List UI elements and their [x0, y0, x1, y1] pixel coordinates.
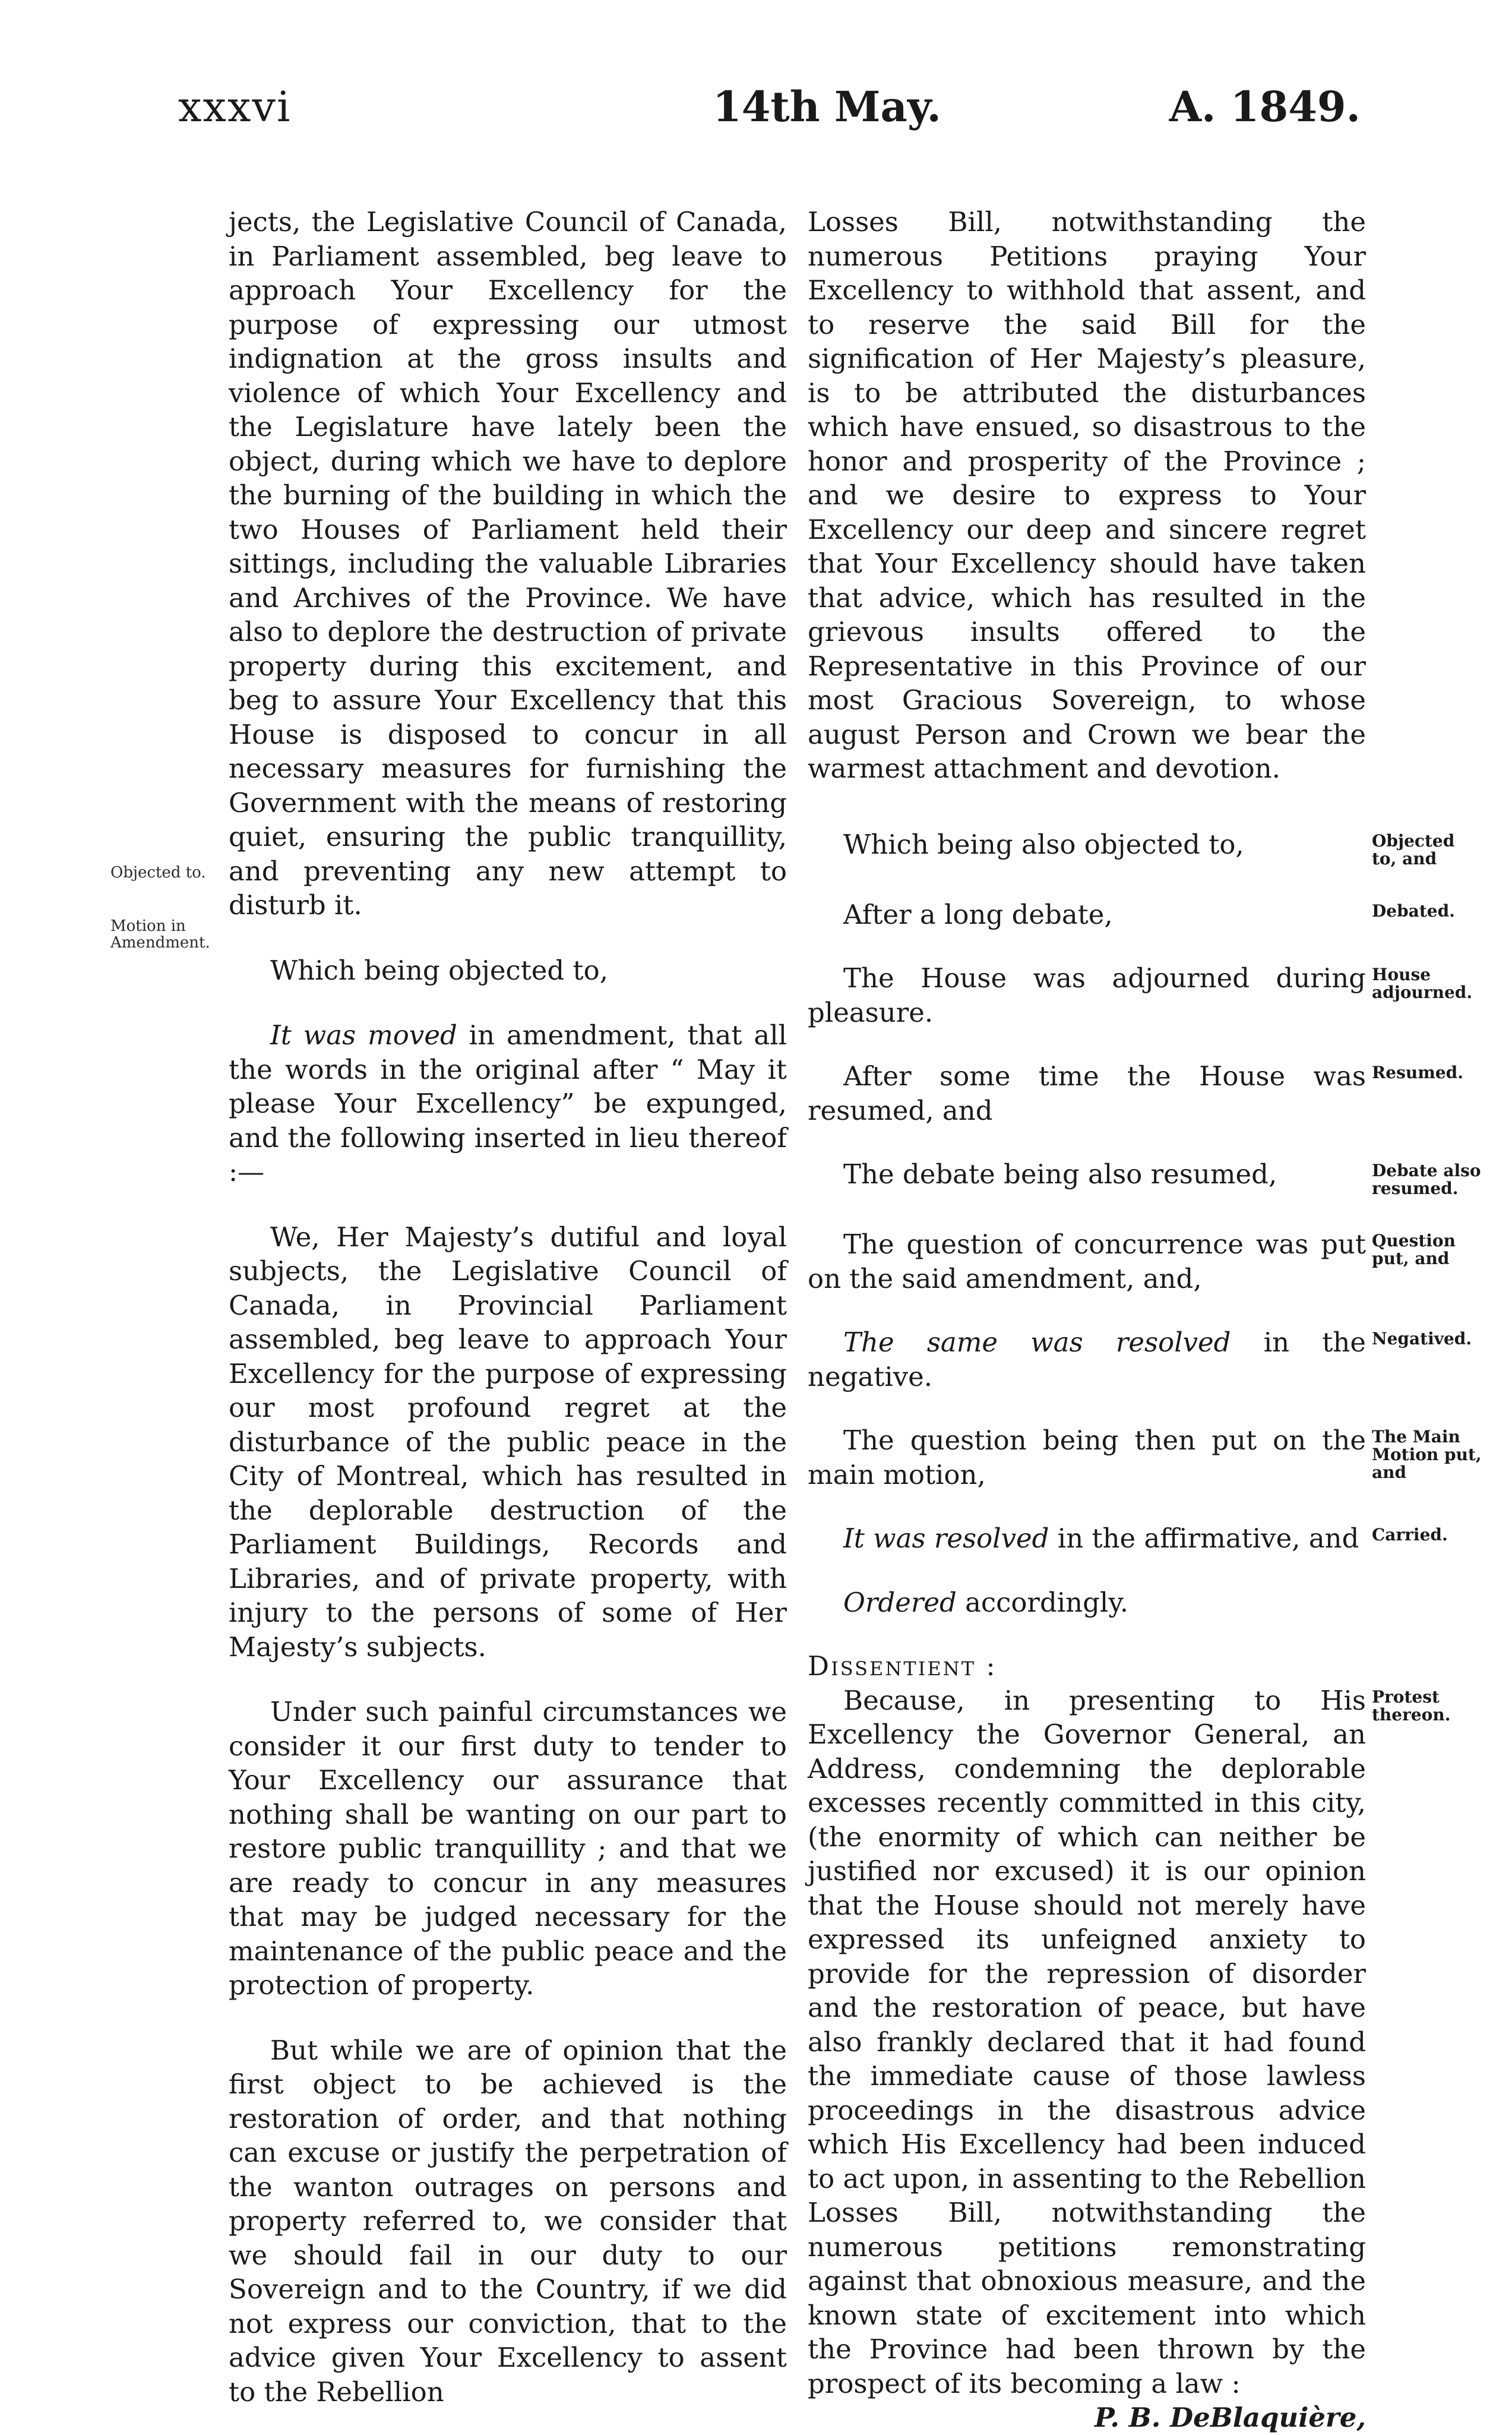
- proceeding-entry: [808, 1423, 1485, 1492]
- entry-text-rest: in the negative.: [808, 1327, 1366, 1392]
- proceeding-entry: [808, 1521, 1485, 1556]
- italic-phrase: It was resolved: [843, 1523, 1049, 1554]
- proceeding-entry: [808, 1227, 1485, 1296]
- protest-margin-note: Protest thereon.: [1372, 1687, 1451, 1725]
- entry-margin-note: Negatived.: [1372, 1329, 1472, 1348]
- entry-text: [808, 1325, 1366, 1394]
- entry-margin-note: Objected to, and: [1372, 830, 1455, 868]
- page-date: 14th May.: [713, 82, 941, 131]
- proceeding-entry: [808, 1586, 1485, 1620]
- entry-margin-note: Question put, and: [1372, 1231, 1456, 1268]
- entry-text: Which being also objected to,: [843, 828, 1244, 860]
- entry-text: After a long debate,: [843, 898, 1113, 930]
- entry-text-rest: accordingly.: [956, 1586, 1129, 1618]
- page-number: xxxvi: [178, 83, 292, 131]
- entry-margin-note: Debate also resumed.: [1372, 1161, 1481, 1198]
- italic-phrase: Ordered: [843, 1586, 957, 1618]
- proceeding-entry: [808, 1059, 1485, 1128]
- left-paragraph-6: But while we are of opinion that the first object to be achieved is the restoration of order, and that nothing can excuse or justify the perpetration of the wanton outrages on persons and property referred to, we consider that we should fail in our duty to our Sovereign and to the Country, if we did not express our conviction, that to the advice given Your Excellency to assent to the Rebellion: [229, 2034, 787, 2408]
- entry-margin-note: Carried.: [1372, 1525, 1448, 1545]
- left-column: [229, 205, 787, 2409]
- entry-text: [808, 1586, 1366, 1620]
- entry-margin-note: The Main Motion put, and: [1372, 1427, 1482, 1482]
- entry-margin-note: House adjourned.: [1372, 965, 1473, 1002]
- proceeding-entry: [808, 828, 1485, 868]
- entry-text: [808, 1521, 1366, 1556]
- entry-margin-note: Resumed.: [1372, 1063, 1463, 1082]
- entry-text: The House was adjourned during pleasure.: [808, 962, 1366, 1028]
- left-paragraph-2: Which being objected to,: [270, 954, 609, 986]
- entry-text: After some time the House was resumed, and: [808, 1060, 1366, 1126]
- margin-note-motion: Motion in Amendment.: [110, 917, 210, 952]
- proceeding-entry: [808, 1325, 1485, 1394]
- italic-phrase: It was moved: [270, 1019, 457, 1051]
- entry-text-rest: in the affirmative, and: [1049, 1523, 1359, 1554]
- signature: P. B. DeBlaquière,: [1095, 2402, 1366, 2433]
- entry-margin-note: Debated.: [1372, 901, 1455, 921]
- proceeding-entry: [808, 1157, 1485, 1198]
- italic-phrase: The same was resolved: [843, 1327, 1231, 1358]
- left-paragraph-3: [229, 1018, 787, 1189]
- margin-note-objected: Objected to.: [110, 864, 206, 882]
- entry-text: The question being then put on the main motion,: [808, 1425, 1366, 1490]
- left-paragraph-3-rest: in amendment, that all the words in the original after “ May it please Your Excellency” be expunged, and the following inserted in lieu thereof :—: [229, 1019, 787, 1188]
- right-paragraph-1: Losses Bill, notwithstanding the numerous Petitions praying Your Excellency to withhold that assent, and to reserve the said Bill for the signification of Her Majesty’s pleasure, is to be attributed the disturbances which have ensued, so disastrous to the honor and prosperity of the Province ; and we desire to express to Your Excellency our deep and sincere regret that Your Excellency should have taken that advice, which has resulted in the grievous insults offered to the Representative in this Province of our most Gracious Sovereign, to whose august Person and Crown we bear the warmest attachment and devotion.: [808, 206, 1366, 784]
- entry-text: The question of concurrence was put on the said amendment, and,: [808, 1228, 1366, 1294]
- proceeding-entry: [808, 898, 1485, 932]
- protest-text: Because, in presenting to His Excellency the Governor General, an Address, condemning the deplorable excesses recently committed in this city, (the enormity of which can neither be justified nor excused) it is our opinion that the House should not merely have expressed its unfeigned anxiety to provide for the repression of disorder and the restoration of peace, but have also frankly declared that it had found the immediate cause of those lawless proceedings in the disastrous advice which His Excellency had been induced to act upon, in assenting to the Rebellion Losses Bill, notwithstanding the numerous petitions remonstrating against that obnoxious measure, and the known state of excitement into which the Province had been thrown by the prospect of its becoming a law :: [808, 1684, 1366, 2399]
- left-paragraph-1: jects, the Legislative Council of Canada, in Parliament assembled, beg leave to approach Your Excellency for the purpose of expressing our utmost indignation at the gross insults and violence of which Your Excellency and the Legislature have lately been the object, during which we have to deplore the burning of the building in which the two Houses of Parliament held their sittings, including the valuable Libraries and Archives of the Province. We have also to deplore the destruction of private property during this excitement, and beg to assure Your Excellency that this House is disposed to concur in all necessary measures for furnishing the Government with the means of restoring quiet, ensuring the public tranquillity, and preventing any new attempt to disturb it.: [229, 206, 787, 921]
- entry-text: The debate being also resumed,: [843, 1158, 1277, 1190]
- proceeding-entry: [808, 961, 1485, 1029]
- right-column: [808, 205, 1485, 2435]
- left-paragraph-5: Under such painful circumstances we consider it our first duty to tender to Your Excellency our assurance that nothing shall be wanting on our part to restore public tranquillity ; and that we are ready to concur in any measures that may be judged necessary for the maintenance of the public peace and the protection of property.: [229, 1696, 787, 2001]
- page-year: A. 1849.: [1169, 82, 1361, 131]
- protest-entry: [808, 1684, 1485, 2401]
- dissentient-heading: Dissentient :: [808, 1650, 997, 1682]
- left-paragraph-4: We, Her Majesty’s dutiful and loyal subjects, the Legislative Council of Canada, in Provincial Parliament assembled, beg leave to approach Your Excellency for the purpose of expressing our most profound regret at the disturbance of the public peace in the City of Montreal, which has resulted in the deplorable destruction of the Parliament Buildings, Records and Libraries, and of private property, with injury to the persons of some of Her Majesty’s subjects.: [229, 1221, 787, 1663]
